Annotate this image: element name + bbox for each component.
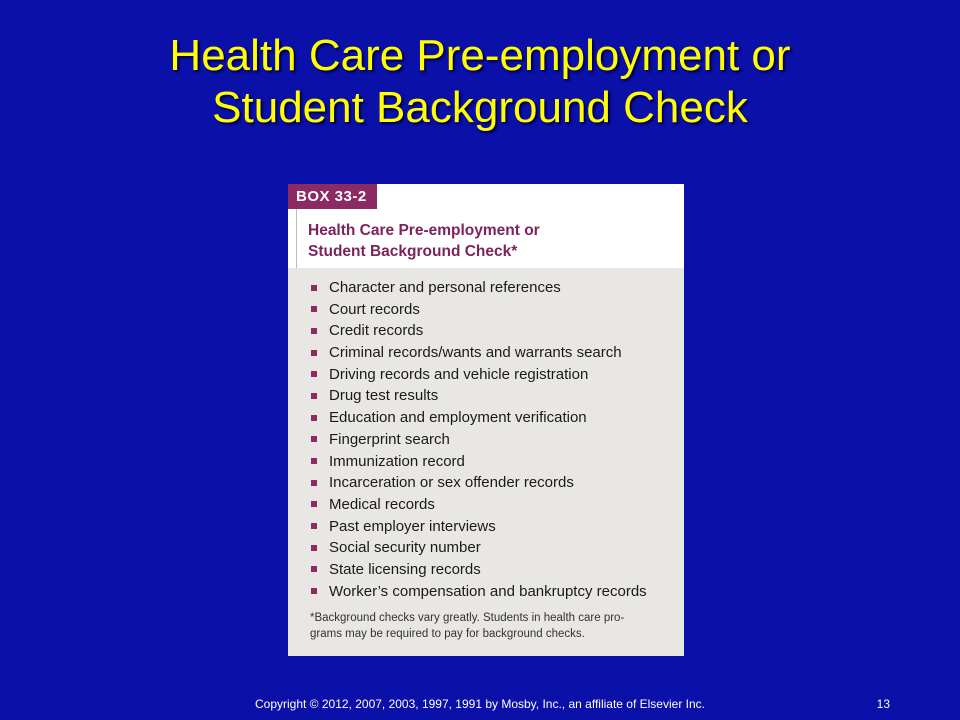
box-33-2 [288, 184, 684, 656]
square-bullet-icon [311, 566, 317, 572]
list-item-text: Incarceration or sex offender records [329, 474, 574, 492]
square-bullet-icon [311, 350, 317, 356]
list-item [288, 559, 684, 581]
list-item-text: Credit records [329, 322, 424, 340]
box-divider [296, 209, 297, 268]
box-title [308, 220, 668, 262]
list-item [288, 516, 684, 538]
square-bullet-icon [311, 545, 317, 551]
list-item-text: Worker’s compensation and bankruptcy records [329, 582, 647, 600]
list-item [288, 472, 684, 494]
list-item [288, 320, 684, 342]
list-item-text: Education and employment verification [329, 409, 587, 427]
list-item-text: Court records [329, 300, 420, 318]
list-item [288, 494, 684, 516]
list-item [288, 299, 684, 321]
list-item [288, 277, 684, 299]
page-number: 13 [876, 697, 890, 711]
list-item-text: Past employer interviews [329, 517, 496, 535]
list-item [288, 537, 684, 559]
square-bullet-icon [311, 415, 317, 421]
list-item [288, 429, 684, 451]
square-bullet-icon [311, 285, 317, 291]
square-bullet-icon [311, 436, 317, 442]
square-bullet-icon [311, 328, 317, 334]
footnote-line-2: grams may be required to pay for background checks. [310, 628, 585, 640]
list-item [288, 581, 684, 603]
box-header [288, 184, 684, 268]
list-item [288, 451, 684, 473]
square-bullet-icon [311, 371, 317, 377]
list-item-text: State licensing records [329, 560, 481, 578]
list-item-text: Criminal records/wants and warrants search [329, 344, 622, 362]
slide-title-line-2: Student Background Check [212, 83, 748, 132]
copyright-notice: Copyright © 2012, 2007, 2003, 1997, 1991 by Mosby, Inc., an affiliate of Elsevier Inc. [254, 697, 705, 711]
list-item [288, 407, 684, 429]
list-item-text: Driving records and vehicle registration [329, 365, 589, 383]
square-bullet-icon [311, 393, 317, 399]
slide-footer [0, 694, 960, 714]
slide-title [40, 30, 920, 134]
box-title-line-2: Student Background Check* [308, 243, 518, 260]
box-footnote [310, 610, 680, 642]
list-item-text: Immunization record [329, 452, 465, 470]
square-bullet-icon [311, 480, 317, 486]
footnote-line-1: *Background checks vary greatly. Students in health care pro- [310, 612, 625, 624]
square-bullet-icon [311, 306, 317, 312]
list-item [288, 385, 684, 407]
list-item-text: Character and personal references [329, 279, 561, 296]
square-bullet-icon [311, 458, 317, 464]
box-title-line-1: Health Care Pre-employment or [308, 222, 540, 239]
square-bullet-icon [311, 588, 317, 594]
list-item-text: Social security number [329, 539, 481, 557]
list-item-text: Fingerprint search [329, 430, 450, 448]
box-tag: BOX 33-2 [288, 184, 377, 209]
list-item-text: Medical records [329, 495, 435, 513]
square-bullet-icon [311, 501, 317, 507]
slide-title-line-1: Health Care Pre-employment or [169, 31, 791, 80]
list-item [288, 342, 684, 364]
square-bullet-icon [311, 523, 317, 529]
list-item [288, 364, 684, 386]
background-check-list [288, 277, 684, 602]
list-item-text: Drug test results [329, 387, 439, 405]
